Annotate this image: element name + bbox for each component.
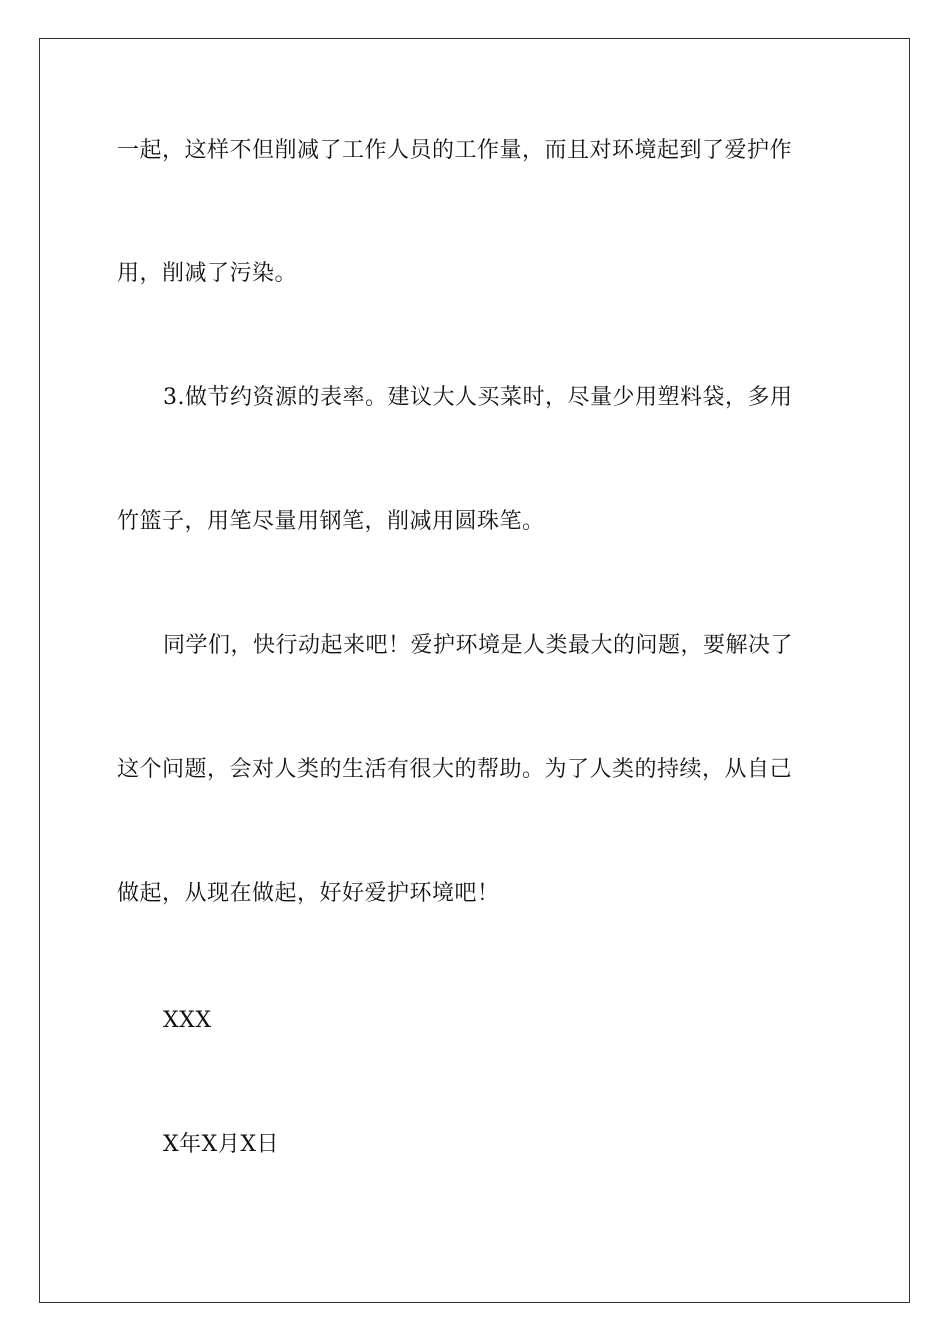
paragraph-line-6: 这个问题，会对人类的生活有很大的帮助。为了人类的持续，从自己 [117, 757, 793, 782]
signature: XXX [163, 1008, 212, 1033]
date: X年X月X日 [163, 1132, 279, 1157]
paragraph-line-1: 一起，这样不但削减了工作人员的工作量，而且对环境起到了爱护作 [117, 138, 793, 163]
paragraph-line-7: 做起，从现在做起，好好爱护环境吧！ [117, 881, 500, 906]
paragraph-line-2: 用，削减了污染。 [117, 261, 298, 286]
paragraph-line-5: 同学们，快行动起来吧！爱护环境是人类最大的问题，要解决了 [163, 633, 794, 658]
page-border [39, 38, 910, 1303]
paragraph-line-3: 3.做节约资源的表率。建议大人买菜时，尽量少用塑料袋，多用 [163, 385, 793, 410]
paragraph-line-4: 竹篮子，用笔尽量用钢笔，削减用圆珠笔。 [117, 509, 545, 534]
